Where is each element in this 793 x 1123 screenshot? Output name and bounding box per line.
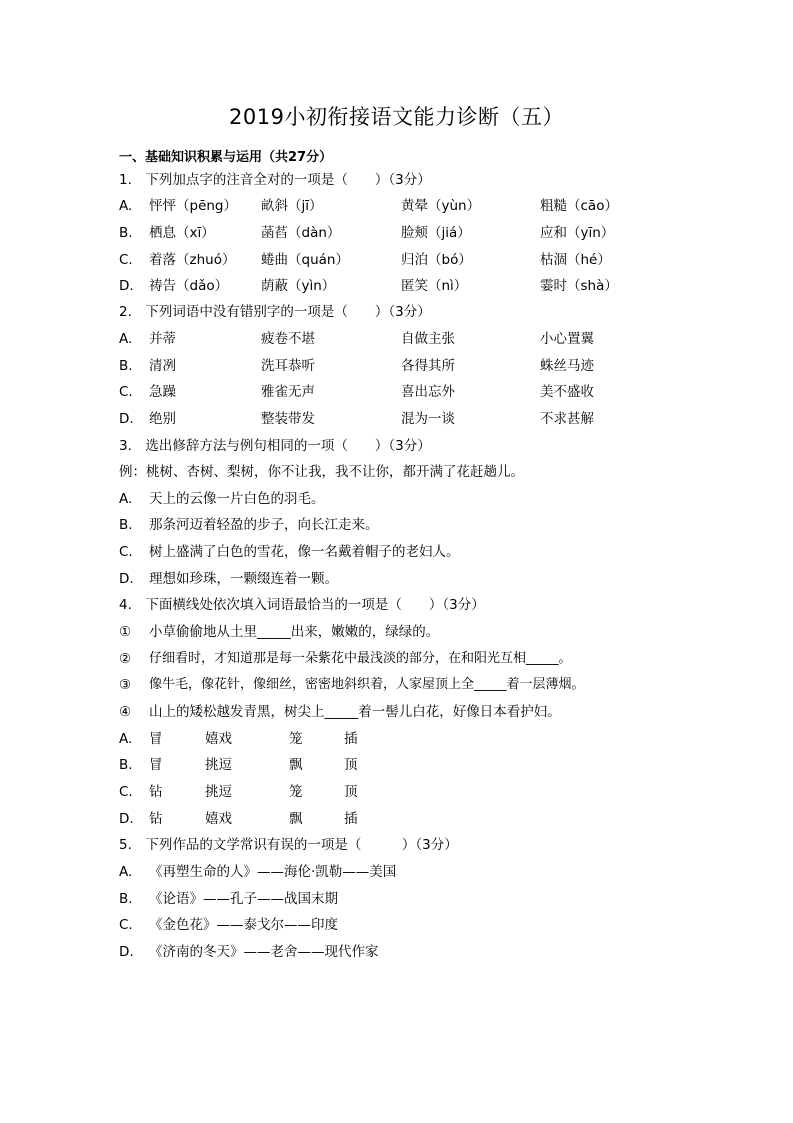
option-label: D. <box>119 411 134 427</box>
option-label: A. <box>119 864 133 880</box>
option-item: 插 <box>344 811 358 827</box>
option-item: 嬉戏 <box>205 731 232 747</box>
option-item: 畝斜（jī） <box>261 198 323 214</box>
option-label: C. <box>119 252 133 268</box>
option-item: 插 <box>344 731 358 747</box>
option-item: 钻 <box>149 811 163 827</box>
option-item: 着落（zhuó） <box>149 252 236 268</box>
option-item: 喜出忘外 <box>401 384 455 400</box>
option-label: D. <box>119 571 134 587</box>
section-heading: 一、基础知识积累与运用（共27分） <box>119 150 333 165</box>
option-item: 怦怦（pēng） <box>149 198 238 214</box>
option-label: B. <box>119 358 133 374</box>
option-item: 冒 <box>149 731 163 747</box>
option-item: 不求甚解 <box>540 411 594 427</box>
sentence-number: ① <box>119 624 132 640</box>
sentence-text: 小草偷偷地从土里_____出来，嫩嫩的，绿绿的。 <box>149 624 440 640</box>
option-item: 钻 <box>149 784 163 800</box>
option-label: D. <box>119 944 134 960</box>
option-item: 混为一谈 <box>401 411 455 427</box>
sentence-text: 仔细看时，才知道那是每一朵紫花中最浅淡的部分，在和阳光互相_____。 <box>149 651 572 666</box>
option-label: D. <box>119 811 134 827</box>
option-text: 天上的云像一片白色的羽毛。 <box>149 491 325 507</box>
option-label: B. <box>119 517 133 533</box>
option-item: 菡萏（dàn） <box>261 225 341 241</box>
option-label: D. <box>119 278 134 294</box>
question-3-example: 例：桃树、杏树、梨树，你不让我，我不让你，都开满了花赶趟儿。 <box>119 464 524 480</box>
option-item: 应和（yīn） <box>540 225 615 241</box>
option-text: 《再塑生命的人》——海伦·凯勒——美国 <box>149 864 397 880</box>
option-item: 冒 <box>149 757 163 773</box>
question-1-stem: 1. 下列加点字的注音全对的一项是（ ）（3分） <box>119 172 431 188</box>
option-item: 栖息（xī） <box>149 225 215 241</box>
option-item: 疲卷不堪 <box>261 331 315 347</box>
option-item: 清冽 <box>149 358 176 374</box>
option-item: 自做主张 <box>401 331 455 347</box>
option-label: C. <box>119 544 133 560</box>
option-label: C. <box>119 384 133 400</box>
option-item: 顶 <box>344 757 358 773</box>
option-text: 那条河迈着轻盈的步子，向长江走来。 <box>149 517 379 533</box>
option-item: 嬉戏 <box>205 811 232 827</box>
option-item: 粗糙（cāo） <box>540 198 618 214</box>
option-item: 蜷曲（quán） <box>261 252 349 268</box>
option-label: C. <box>119 917 133 933</box>
option-item: 匿笑（nì） <box>401 278 468 294</box>
option-item: 飘 <box>289 757 303 773</box>
option-text: 理想如珍珠，一颗缀连着一颗。 <box>149 571 338 587</box>
option-label: A. <box>119 331 133 347</box>
option-item: 绝别 <box>149 411 176 427</box>
option-item: 挑逗 <box>205 784 232 800</box>
option-item: 笼 <box>289 731 303 747</box>
option-item: 并蒂 <box>149 331 176 347</box>
sentence-number: ④ <box>119 704 132 720</box>
option-label: A. <box>119 198 133 214</box>
sentence-number: ③ <box>119 677 132 693</box>
option-text: 《论语》——孔子——战国末期 <box>149 891 338 907</box>
sentence-text: 像牛毛，像花针，像细丝，密密地斜织着，人家屋顶上全_____着一层薄烟。 <box>149 677 585 692</box>
option-item: 霎时（shà） <box>540 278 618 294</box>
option-label: B. <box>119 225 133 241</box>
option-item: 荫蔽（yìn） <box>261 278 336 294</box>
option-text: 树上盛满了白色的雪花，像一名戴着帽子的老妇人。 <box>149 544 460 560</box>
option-item: 小心置翼 <box>540 331 594 347</box>
option-item: 笼 <box>289 784 303 800</box>
option-text: 《济南的冬天》——老舍——现代作家 <box>149 944 379 960</box>
option-item: 归泊（bó） <box>401 252 472 268</box>
option-item: 雅雀无声 <box>261 384 315 400</box>
option-label: B. <box>119 891 133 907</box>
option-item: 整装带发 <box>261 411 315 427</box>
option-item: 飘 <box>289 811 303 827</box>
option-item: 美不盛收 <box>540 384 594 400</box>
option-item: 急躁 <box>149 384 176 400</box>
option-item: 黄晕（yùn） <box>401 198 481 214</box>
option-item: 挑逗 <box>205 757 232 773</box>
option-label: A. <box>119 731 133 747</box>
question-3-stem: 3. 选出修辞方法与例句相同的一项（ ）（3分） <box>119 438 431 454</box>
option-label: B. <box>119 757 133 773</box>
option-item: 脸颊（jiá） <box>401 225 471 241</box>
option-label: A. <box>119 491 133 507</box>
sentence-text: 山上的矮松越发青黑，树尖上_____着一髻儿白花，好像日本看护妇。 <box>149 704 561 720</box>
question-4-stem: 4. 下面横线处依次填入词语最恰当的一项是（ ）（3分） <box>119 597 485 613</box>
question-2-stem: 2. 下列词语中没有错别字的一项是（ ）（3分） <box>119 304 431 320</box>
sentence-number: ② <box>119 651 132 667</box>
option-item: 各得其所 <box>401 358 455 374</box>
option-item: 祷告（dǎo） <box>149 278 229 294</box>
option-text: 《金色花》——泰戈尔——印度 <box>149 917 338 933</box>
page-title: 2019小初衔接语文能力诊断（五） <box>229 105 564 129</box>
question-5-stem: 5. 下列作品的文学常识有误的一项是（ ）（3分） <box>119 837 458 853</box>
option-item: 枯涸（hé） <box>540 252 611 268</box>
option-item: 顶 <box>344 784 358 800</box>
option-label: C. <box>119 784 133 800</box>
option-item: 洗耳恭听 <box>261 358 315 374</box>
option-item: 蛛丝马迹 <box>540 358 594 374</box>
